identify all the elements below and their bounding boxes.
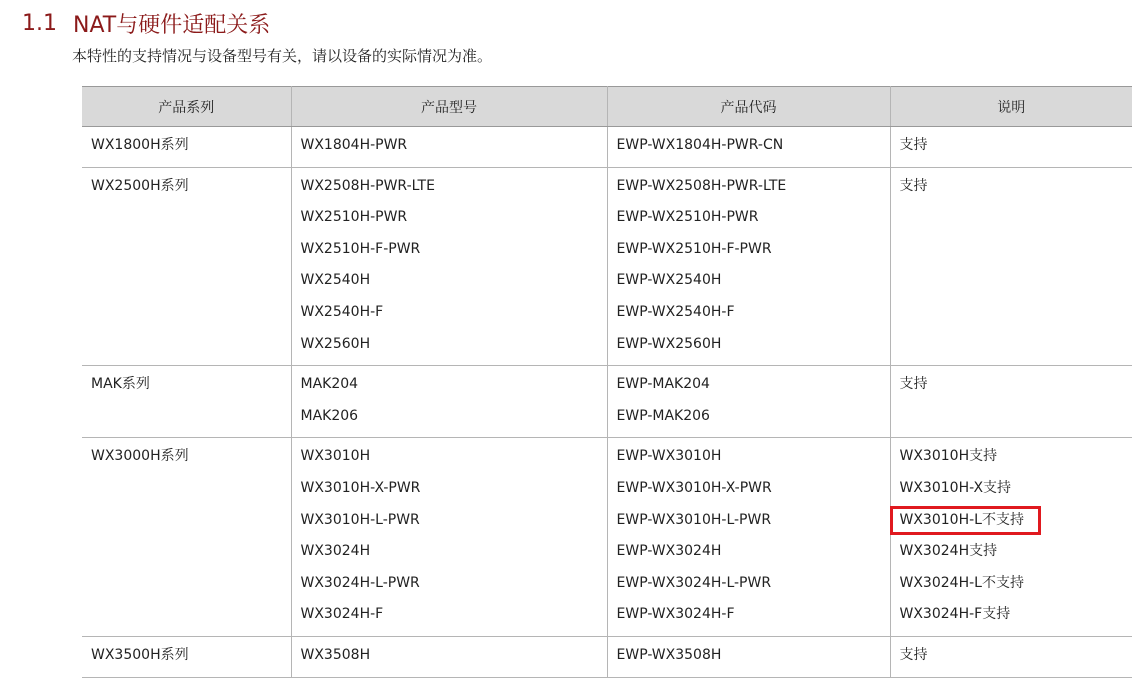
note-cell xyxy=(890,366,1132,438)
note-label: WX3010H-X支持 xyxy=(900,478,1132,510)
series-cell xyxy=(82,366,291,438)
note-label: WX3010H支持 xyxy=(900,446,1132,478)
compatibility-table xyxy=(82,86,1132,678)
header-model: 产品型号 xyxy=(291,87,607,127)
code-label: EWP-WX3024H-F xyxy=(617,604,890,636)
code-label: EWP-WX3010H-X-PWR xyxy=(617,478,890,510)
model-label: WX1804H-PWR xyxy=(301,135,607,167)
model-cell xyxy=(291,636,607,677)
table-body xyxy=(82,127,1132,678)
series-label: WX1800H系列 xyxy=(91,135,291,167)
code-label: EWP-MAK204 xyxy=(617,374,890,406)
note-line xyxy=(900,510,1132,542)
model-label: WX2540H xyxy=(301,270,607,302)
header-note: 说明 xyxy=(890,87,1132,127)
code-cell xyxy=(607,167,890,366)
note-cell xyxy=(890,127,1132,168)
model-label: MAK204 xyxy=(301,374,607,406)
code-label: EWP-WX3010H xyxy=(617,446,890,478)
code-label: EWP-WX3024H xyxy=(617,541,890,573)
model-label: WX2510H-PWR xyxy=(301,207,607,239)
note-label: 支持 xyxy=(900,135,1132,167)
note-label: 支持 xyxy=(900,645,1132,677)
code-label: EWP-WX1804H-PWR-CN xyxy=(617,135,890,167)
model-label: WX2540H-F xyxy=(301,302,607,334)
note-cell xyxy=(890,636,1132,677)
model-cell xyxy=(291,366,607,438)
table-row xyxy=(82,167,1132,366)
code-label: EWP-WX2540H xyxy=(617,270,890,302)
series-label: WX3500H系列 xyxy=(91,645,291,677)
model-label: WX2508H-PWR-LTE xyxy=(301,176,607,208)
code-cell xyxy=(607,438,890,637)
series-label: WX2500H系列 xyxy=(91,176,291,208)
model-label: WX3010H-L-PWR xyxy=(301,510,607,542)
model-label: MAK206 xyxy=(301,406,607,438)
code-cell xyxy=(607,636,890,677)
series-label: WX3000H系列 xyxy=(91,446,291,478)
note-label: 支持 xyxy=(900,374,1132,406)
table-row xyxy=(82,366,1132,438)
highlight-box: WX3010H-L不支持 xyxy=(890,506,1041,535)
table-header-row xyxy=(82,87,1132,127)
table-row xyxy=(82,438,1132,637)
model-cell xyxy=(291,127,607,168)
series-cell xyxy=(82,127,291,168)
series-label: MAK系列 xyxy=(91,374,291,406)
model-label: WX3024H-F xyxy=(301,604,607,636)
model-cell xyxy=(291,438,607,637)
code-label: EWP-WX2560H xyxy=(617,334,890,366)
code-label: EWP-WX3010H-L-PWR xyxy=(617,510,890,542)
header-series: 产品系列 xyxy=(82,87,291,127)
code-label: EWP-WX2510H-PWR xyxy=(617,207,890,239)
table-row xyxy=(82,636,1132,677)
note-label: WX3024H-F支持 xyxy=(900,604,1132,636)
note-label: WX3024H-L不支持 xyxy=(900,573,1132,605)
code-label: EWP-WX2540H-F xyxy=(617,302,890,334)
code-label: EWP-WX2508H-PWR-LTE xyxy=(617,176,890,208)
model-label: WX2560H xyxy=(301,334,607,366)
model-label: WX3024H-L-PWR xyxy=(301,573,607,605)
section-number: 1.1 xyxy=(22,11,57,36)
code-cell xyxy=(607,127,890,168)
note-cell xyxy=(890,167,1132,366)
model-label: WX3508H xyxy=(301,645,607,677)
table-row xyxy=(82,127,1132,168)
model-label: WX3024H xyxy=(301,541,607,573)
code-label: EWP-WX3024H-L-PWR xyxy=(617,573,890,605)
model-label: WX3010H xyxy=(301,446,607,478)
note-label: WX3024H支持 xyxy=(900,541,1132,573)
note-label: 支持 xyxy=(900,176,1132,208)
model-label: WX3010H-X-PWR xyxy=(301,478,607,510)
section-title: NAT与硬件适配关系 xyxy=(73,8,270,39)
note-cell xyxy=(890,438,1132,637)
intro-paragraph: 本特性的支持情况与设备型号有关，请以设备的实际情况为准。 xyxy=(72,45,492,66)
series-cell xyxy=(82,167,291,366)
model-label: WX2510H-F-PWR xyxy=(301,239,607,271)
code-label: EWP-WX2510H-F-PWR xyxy=(617,239,890,271)
series-cell xyxy=(82,636,291,677)
series-cell xyxy=(82,438,291,637)
section-heading xyxy=(22,6,270,40)
header-code: 产品代码 xyxy=(607,87,890,127)
model-cell xyxy=(291,167,607,366)
code-label: EWP-WX3508H xyxy=(617,645,890,677)
code-label: EWP-MAK206 xyxy=(617,406,890,438)
code-cell xyxy=(607,366,890,438)
